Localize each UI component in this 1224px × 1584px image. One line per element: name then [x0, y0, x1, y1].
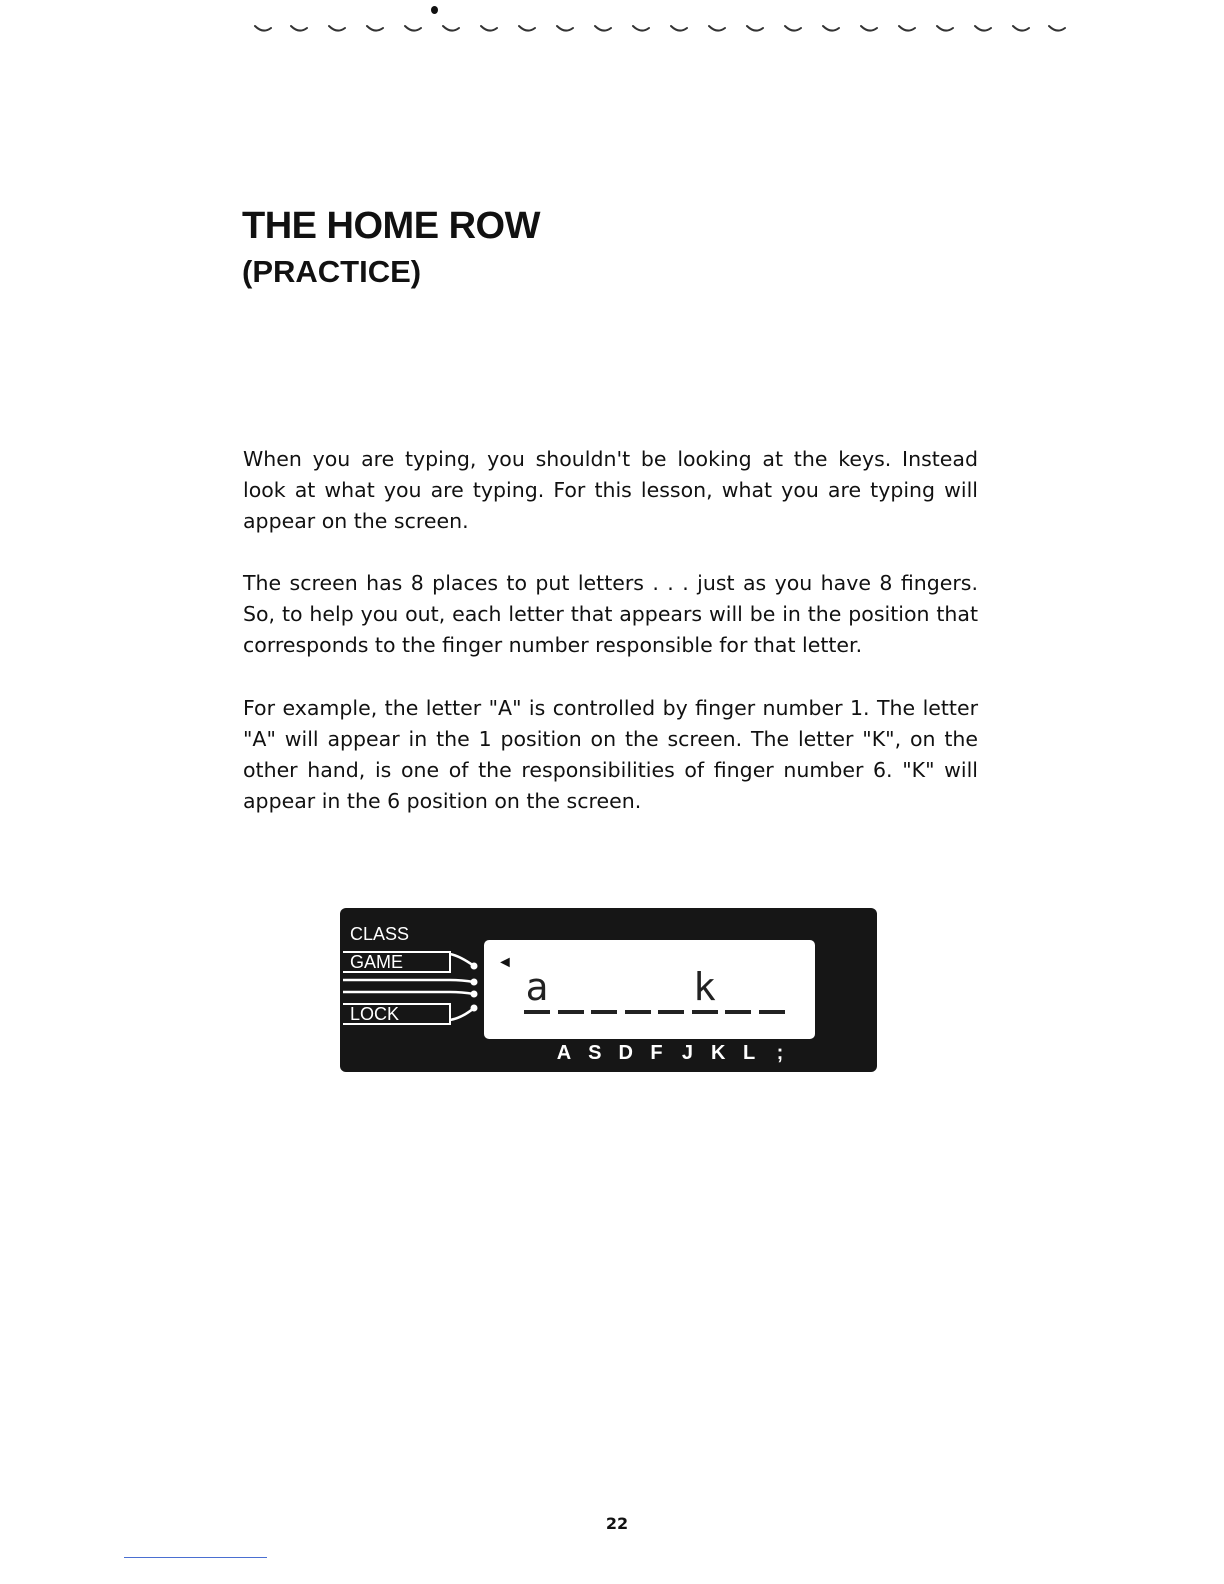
paragraph-example: For example, the letter "A" is controlled by finger number 1. The letter "A" will appear in the 1 position on the screen. The letter "K", on the other hand, is one of the responsibilities of finger number 6. "K" will appear in the 6 position on the screen. — [243, 696, 978, 813]
lcd-position-3 — [591, 1010, 617, 1014]
lcd-screen — [484, 940, 815, 1039]
mode-label-class: CLASS — [350, 924, 410, 944]
mode-label-game: GAME — [343, 951, 451, 973]
spiral-binding — [250, 14, 1070, 44]
lcd-position-8 — [759, 1010, 785, 1014]
lcd-position-1 — [524, 1010, 550, 1014]
key-label: K — [710, 1042, 726, 1064]
binding-dot — [431, 6, 438, 14]
lcd-char-1: a — [525, 965, 549, 1009]
key-label: J — [681, 1042, 693, 1064]
key-label: L — [742, 1042, 756, 1064]
lcd-pointer-icon: ◄ — [497, 954, 513, 971]
lcd-position-6 — [692, 1010, 718, 1014]
lcd-position-4 — [625, 1010, 651, 1014]
mode-label-lock: LOCK — [343, 1003, 451, 1025]
key-label: S — [588, 1042, 602, 1064]
key-label: A — [556, 1042, 572, 1064]
home-row-key-labels — [552, 1042, 792, 1065]
paragraph-intro: When you are typing, you shouldn't be looking at the keys. Instead look at what you are typing. For this lesson, what you are typing will appear on the screen. — [243, 447, 978, 533]
paragraph-screen-places: The screen has 8 places to put letters . . . just as you have 8 fingers. So, to help you out, each letter that appears will be in the position that corresponds to the finger number responsible for that letter. — [243, 571, 978, 657]
page-title: THE HOME ROW — [242, 205, 540, 247]
page-subtitle: (PRACTICE) — [242, 254, 422, 289]
key-label: F — [650, 1042, 663, 1064]
lcd-position-7 — [725, 1010, 751, 1014]
page-number: 22 — [605, 1514, 629, 1533]
lcd-char-6: k — [693, 965, 716, 1009]
lcd-position-5 — [658, 1010, 684, 1014]
keyboard-display-illustration — [340, 908, 877, 1072]
key-label: ; — [776, 1042, 784, 1064]
key-label: D — [618, 1042, 633, 1064]
lcd-position-2 — [558, 1010, 584, 1014]
footnote-rule — [124, 1557, 267, 1558]
